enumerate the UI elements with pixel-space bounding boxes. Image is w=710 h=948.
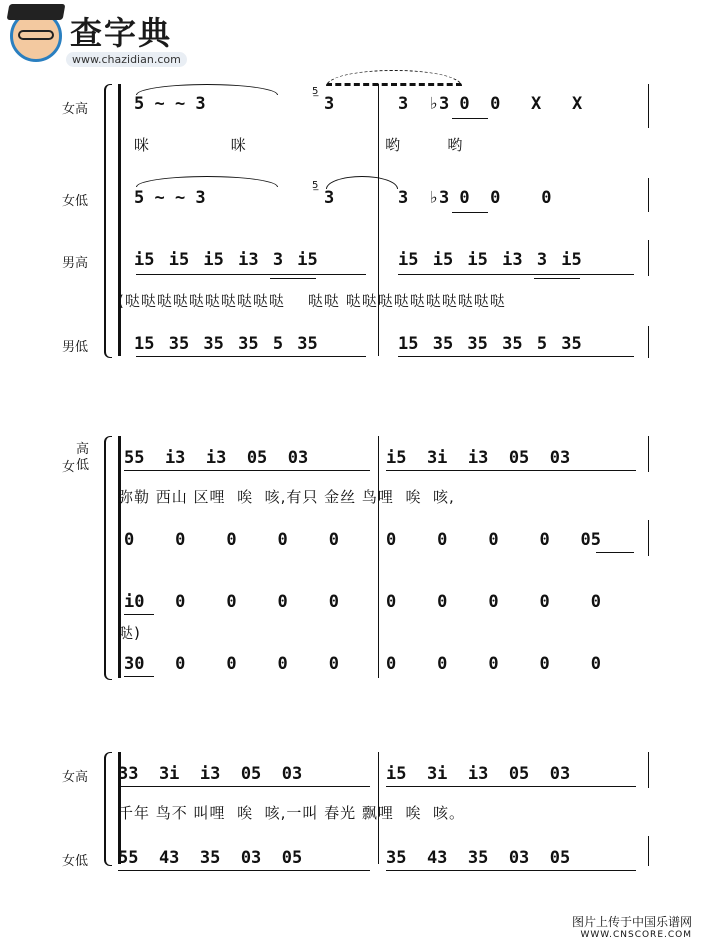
source-watermark [572, 913, 692, 940]
soprano-measure-2: i5 3i i3 05 03 [386, 764, 571, 784]
underline [398, 274, 634, 275]
system-brace [104, 752, 112, 866]
sa-measure-1: 55 i3 i3 05 03 [124, 448, 309, 468]
sa-lyrics: 弥勒 西山 区哩 唉 咳,有只 金丝 鸟哩 唉 咳, [118, 488, 455, 506]
tie [136, 176, 278, 187]
barline-end [648, 240, 649, 276]
soprano-lyrics: 千年 鸟不 叫哩 唉 咳,一叫 春光 飘哩 唉 咳。 [118, 804, 465, 822]
bass-measure-2: 15 35 35 35 5 35 [398, 334, 582, 354]
soprano-measure-1: 5 ~ ~ 3 [134, 94, 206, 114]
double-underline [534, 278, 580, 279]
site-title: 查字典 [70, 14, 173, 52]
sa-measure-2: i5 3i i3 05 03 [386, 448, 571, 468]
part-label-alto: 女低 [62, 194, 89, 209]
bass-measure-2: 0 0 0 0 0 [386, 654, 601, 674]
alto-measure-1: 0 0 0 0 0 [124, 530, 339, 550]
underline [124, 470, 370, 471]
grace-note: 5̲ [312, 86, 320, 97]
underline [124, 614, 154, 615]
part-label-tenor: 男高 [62, 256, 89, 271]
underline [398, 356, 634, 357]
underline [596, 552, 634, 553]
underline [386, 786, 636, 787]
tenor-lyrics: 哒) [118, 624, 141, 642]
underline [124, 676, 154, 677]
underline [386, 870, 636, 871]
double-underline [270, 278, 316, 279]
watermark-line-2: WWW.CNSCORE.COM [580, 930, 692, 940]
slur-dashed [326, 70, 462, 86]
alto-measure-2: 35 43 35 03 05 [386, 848, 571, 868]
barline [378, 84, 379, 356]
watermark-line-1: 图片上传于中国乐谱网 [571, 915, 692, 929]
barline-end [648, 520, 649, 556]
site-url[interactable]: www.chazidian.com [66, 52, 187, 67]
barline-end [648, 836, 649, 866]
part-label-soprano: 女高 [62, 102, 89, 117]
tenor-lyrics: (哒哒哒哒哒哒哒哒哒哒 哒哒 哒哒哒哒哒哒哒哒哒哒 [118, 292, 506, 310]
part-label-high-low: 高 低 [76, 442, 90, 473]
tenor-measure-1: i5 i5 i5 i3 3 i5 [134, 250, 318, 270]
underline [118, 786, 370, 787]
bass-measure-1: 15 35 35 35 5 35 [134, 334, 318, 354]
barline-end [648, 84, 649, 128]
glasses-icon [18, 30, 54, 40]
alto-measure-1: 55 43 35 03 05 [118, 848, 303, 868]
part-label-female: 女 [62, 460, 76, 475]
soprano-measure-1-b: 3 [324, 94, 335, 114]
underline [136, 274, 366, 275]
grace-note: 5̲ [312, 180, 320, 191]
barline [378, 436, 379, 678]
part-label-soprano: 女高 [62, 770, 89, 785]
system-barline-start [118, 84, 121, 356]
barline-end [648, 326, 649, 358]
tenor-measure-1: i0 0 0 0 0 [124, 592, 339, 612]
part-label-alto: 女低 [62, 854, 89, 869]
underline [118, 870, 370, 871]
part-label-bass: 男低 [62, 340, 89, 355]
soprano-measure-1: 33 3i i3 05 03 [118, 764, 303, 784]
underline [386, 470, 636, 471]
alto-measure-1-b: 3 [324, 188, 335, 208]
tenor-measure-2: 0 0 0 0 0 [386, 592, 601, 612]
bass-measure-1: 30 0 0 0 0 [124, 654, 339, 674]
alto-measure-2: 3 ♭3 0 0 0 [398, 188, 552, 208]
system-brace [104, 436, 112, 680]
alto-measure-1: 5 ~ ~ 3 [134, 188, 206, 208]
barline-end [648, 752, 649, 788]
underline [452, 212, 488, 213]
underline [452, 118, 488, 119]
underline [136, 356, 366, 357]
slur [326, 176, 398, 189]
system-brace [104, 84, 112, 358]
alto-measure-2: 0 0 0 0 05 [386, 530, 601, 550]
tenor-measure-2: i5 i5 i5 i3 3 i5 [398, 250, 582, 270]
site-logo[interactable] [6, 4, 206, 70]
barline-end [648, 178, 649, 212]
barline-end [648, 436, 649, 472]
graduation-cap-icon [7, 4, 66, 20]
soprano-measure-2: 3 ♭3 0 0 X X [398, 94, 583, 114]
soprano-lyrics: 咪 咪 哟 哟 [134, 136, 464, 154]
